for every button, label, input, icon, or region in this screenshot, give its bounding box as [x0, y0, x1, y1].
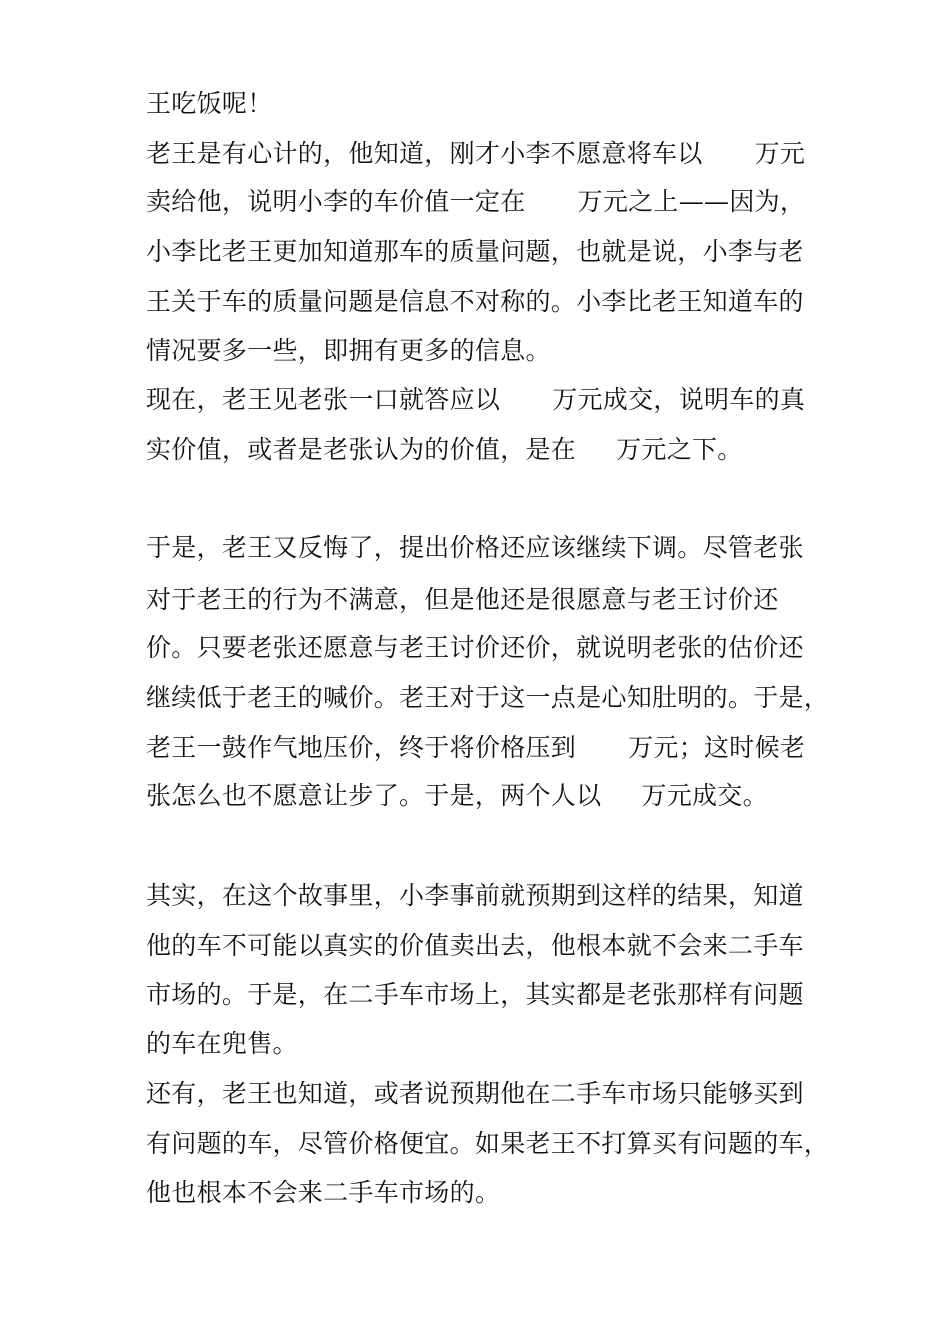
text-fragment: 王吃饭呢！	[146, 89, 273, 118]
text-fragment: 老王一鼓作气地压价，终于将价格压到	[146, 733, 577, 762]
text-fragment: 万元之上——因为，	[577, 187, 806, 216]
text-fragment: 于是，老王又反悔了，提出价格还应该继续下调。尽管老张	[146, 533, 804, 562]
text-line	[146, 1173, 816, 1213]
text-line	[146, 528, 816, 568]
text-fragment: 价。只要老张还愿意与老王讨价还价，就说明老张的估价还	[146, 633, 804, 662]
text-line	[146, 1074, 816, 1114]
text-fragment: 小李比老王更加知道那车的质量问题，也就是说，小李与老	[146, 237, 804, 266]
text-line	[146, 580, 816, 620]
text-line	[146, 678, 830, 718]
text-fragment: 市场的。于是，在二手车市场上，其实都是老张那样有问题	[146, 980, 804, 1009]
text-fragment: 老王是有心计的，他知道，刚才小李不愿意将车以	[146, 139, 703, 168]
text-fragment: 他也根本不会来二手车市场的。	[146, 1178, 501, 1207]
text-line	[146, 975, 816, 1015]
text-line	[146, 1124, 830, 1164]
text-line	[146, 628, 816, 668]
text-line	[146, 84, 816, 124]
text-line	[146, 776, 816, 816]
text-fragment: 实价值，或者是老张认为的价值，是在	[146, 435, 577, 464]
text-fragment: 现在，老王见老张一口就答应以	[146, 385, 501, 414]
text-line	[146, 331, 816, 371]
text-fragment: 万元成交。	[641, 781, 768, 810]
text-line	[146, 380, 816, 420]
text-fragment: 他的车不可能以真实的价值卖出去，他根本就不会来二手车	[146, 931, 804, 960]
text-line	[146, 430, 816, 470]
text-fragment: 张怎么也不愿意让步了。于是，两个人以	[146, 781, 602, 810]
text-fragment: 其实，在这个故事里，小李事前就预期到这样的结果，知道	[146, 881, 804, 910]
text-fragment: 卖给他，说明小李的车价值一定在	[146, 187, 526, 216]
text-line	[146, 1024, 816, 1064]
text-fragment: 万元	[754, 139, 806, 168]
text-line	[146, 134, 816, 174]
text-fragment: 情况要多一些，即拥有更多的信息。	[146, 336, 551, 365]
text-line	[146, 876, 816, 916]
text-fragment: 万元之下。	[616, 435, 743, 464]
text-line	[146, 182, 816, 222]
text-fragment: 对于老王的行为不满意，但是他还是很愿意与老王讨价还	[146, 585, 779, 614]
text-line	[146, 728, 816, 768]
text-fragment: 有问题的车，尽管价格便宜。如果老王不打算买有问题的车，	[146, 1129, 830, 1158]
text-fragment: 万元成交，说明车的真	[552, 385, 806, 414]
text-fragment: 还有，老王也知道，或者说预期他在二手车市场只能够买到	[146, 1079, 804, 1108]
text-fragment: 万元；这时候老	[628, 733, 806, 762]
text-fragment: 继续低于老王的喊价。老王对于这一点是心知肚明的。于是，	[146, 683, 830, 712]
text-line	[146, 926, 816, 966]
text-line	[146, 282, 816, 322]
text-fragment: 王关于车的质量问题是信息不对称的。小李比老王知道车的	[146, 287, 804, 316]
text-fragment: 的车在兜售。	[146, 1029, 298, 1058]
text-line	[146, 232, 816, 272]
